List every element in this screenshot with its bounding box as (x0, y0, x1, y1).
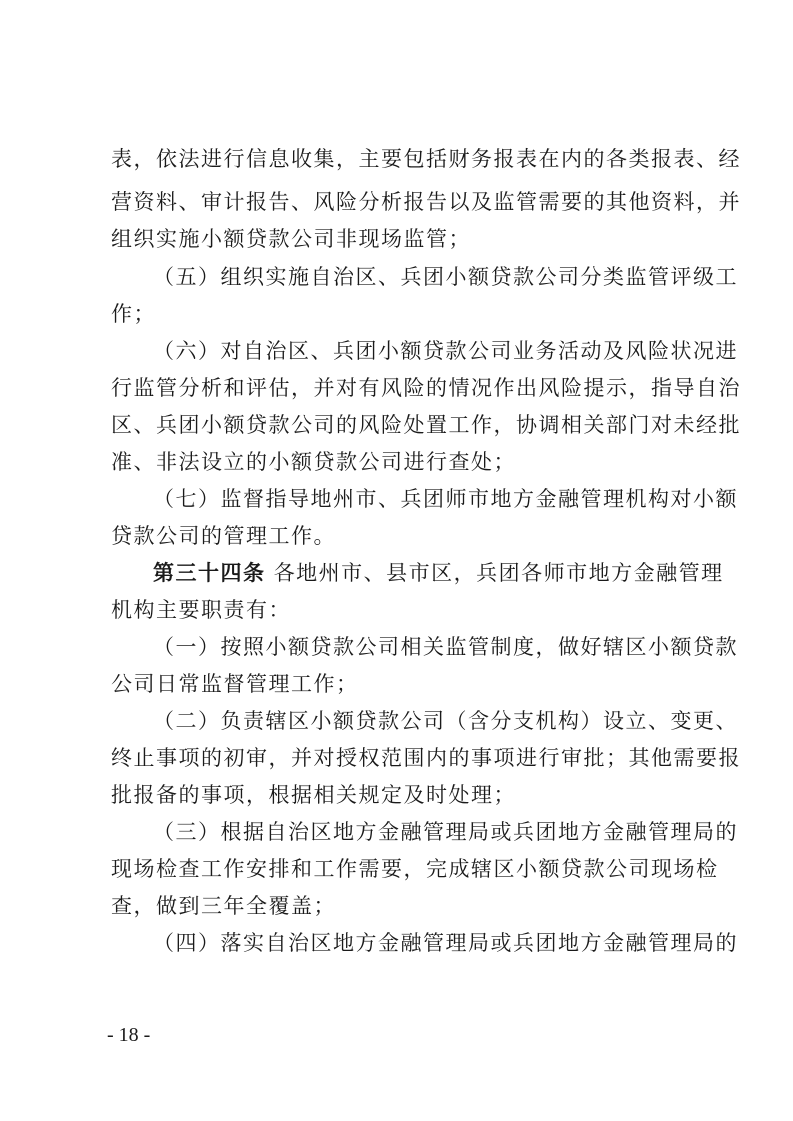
text-line: 公司日常监督管理工作； (111, 672, 359, 696)
text-line: 准、非法设立的小额贷款公司进行查处； (111, 450, 516, 474)
text-line: （六）对自治区、兵团小额贷款公司业务活动及风险状况进 (153, 339, 738, 363)
text-line: （四）落实自治区地方金融管理局或兵团地方金融管理局的 (153, 931, 738, 955)
article-paragraph-first-line (153, 559, 724, 587)
page-number: - 18 - (107, 1024, 151, 1046)
text-line: 机构主要职责有： (111, 598, 291, 622)
text-line: （七）监督指导地州市、兵团师市地方金融管理机构对小额 (153, 487, 738, 511)
text-line: （三）根据自治区地方金融管理局或兵团地方金融管理局的 (153, 820, 738, 844)
text-line: 区、兵团小额贷款公司的风险处置工作，协调相关部门对未经批 (111, 413, 741, 437)
text-line: （五）组织实施自治区、兵团小额贷款公司分类监管评级工 (153, 265, 738, 289)
text-line: 作； (111, 302, 156, 326)
text-line: 表，依法进行信息收集，主要包括财务报表在内的各类报表、经 (111, 147, 741, 171)
text-line: 批报备的事项，根据相关规定及时处理； (111, 783, 516, 807)
text-line: 贷款公司的管理工作。 (111, 524, 336, 548)
text-line: （一）按照小额贷款公司相关监管制度，做好辖区小额贷款 (153, 635, 738, 659)
text-line: （二）负责辖区小额贷款公司（含分支机构）设立、变更、 (153, 709, 738, 733)
text-line: 营资料、审计报告、风险分析报告以及监管需要的其他资料，并 (111, 190, 741, 214)
text-line: 查，做到三年全覆盖； (111, 894, 336, 918)
article-heading: 第三十四条 (153, 560, 266, 585)
text-line: 组织实施小额贷款公司非现场监管； (111, 227, 471, 251)
text-line: 终止事项的初审，并对授权范围内的事项进行审批；其他需要报 (111, 746, 741, 770)
text-line: 行监管分析和评估，并对有风险的情况作出风险提示，指导自治 (111, 376, 741, 400)
article-text: 各地州市、县市区，兵团各师市地方金融管理 (273, 561, 724, 585)
text-line: 现场检查工作安排和工作需要，完成辖区小额贷款公司现场检 (111, 857, 719, 881)
